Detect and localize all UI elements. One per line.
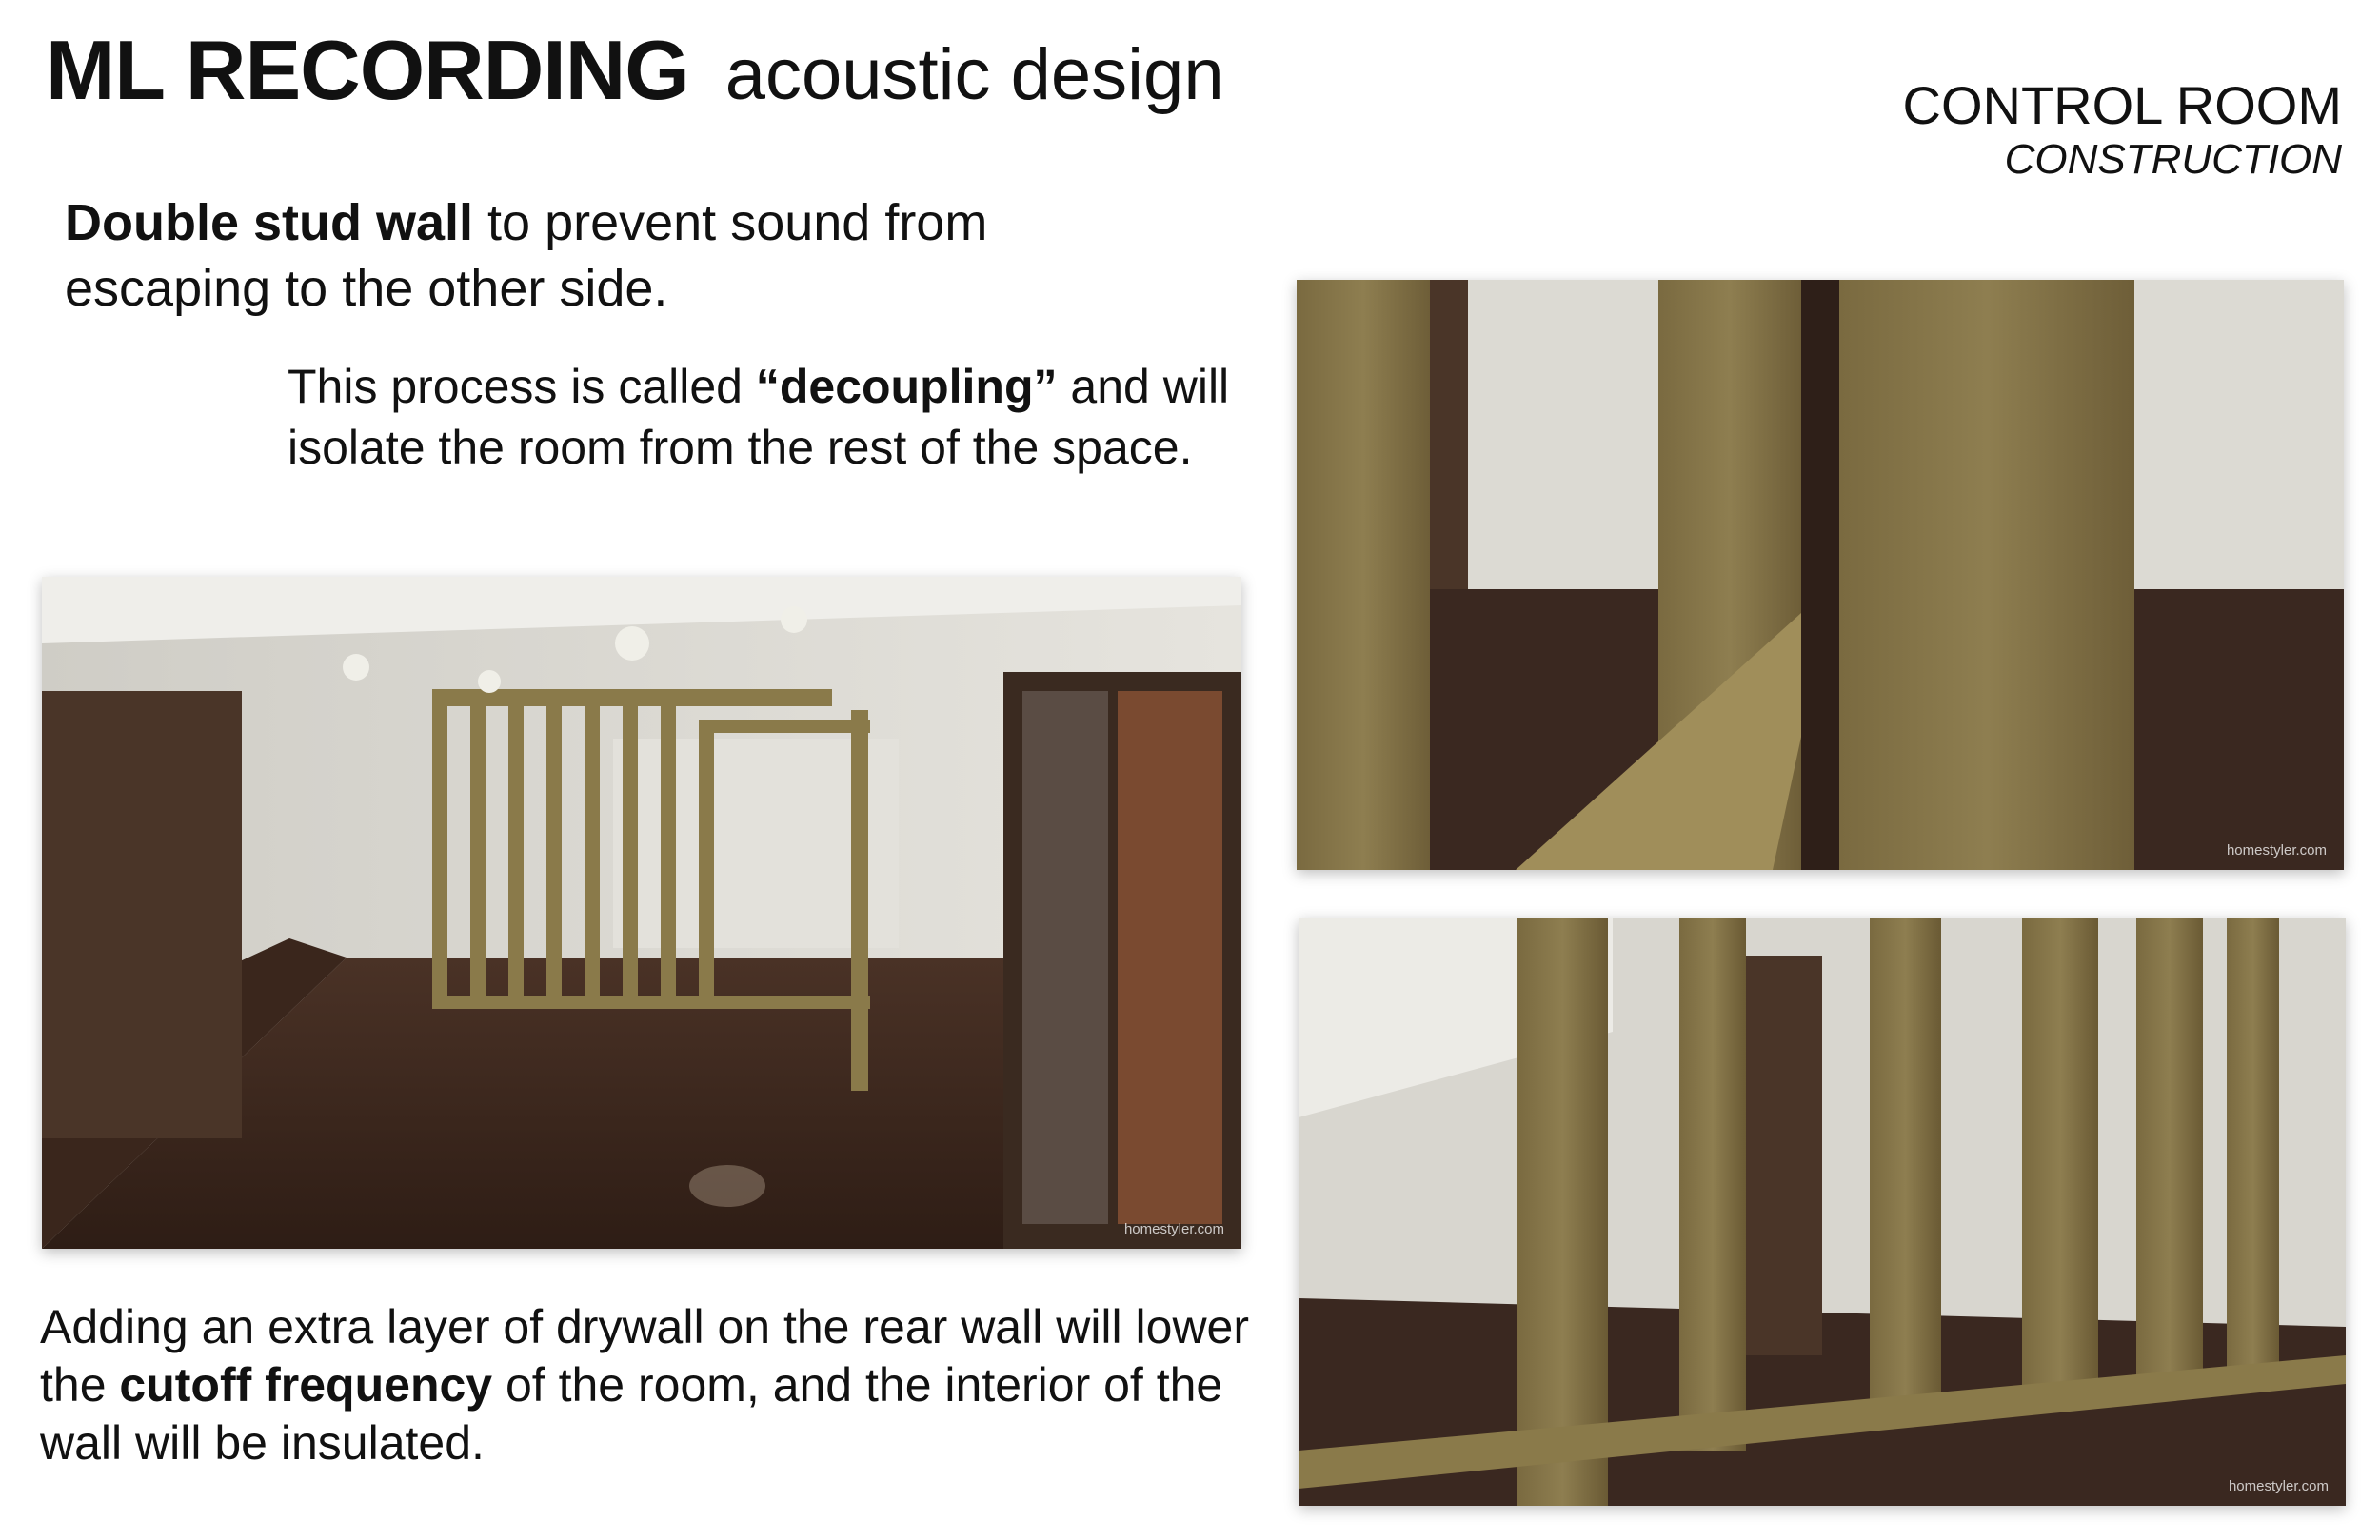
stud-row-image [1299, 918, 2346, 1506]
double-stud-image [1297, 280, 2344, 870]
watermark: homestyler.com [1123, 1221, 1224, 1237]
watermark: homestyler.com [2228, 1478, 2329, 1494]
drywall-post: of the room, and the interior of the wall will be insulated. [40, 1358, 1223, 1470]
intro-bold: Double stud wall [65, 194, 474, 251]
drywall-pre: Adding an extra layer of drywall on the rear wall will lower the [40, 1300, 1250, 1412]
render-room-framing [42, 577, 1241, 1249]
process-text [288, 356, 1259, 478]
intro-rest: to prevent sound from escaping to the other side. [65, 194, 988, 318]
room-framing-image [42, 577, 1241, 1249]
section-label [1902, 75, 2342, 183]
brand-title: ML RECORDING [46, 23, 689, 117]
section-title: CONTROL ROOM [1902, 75, 2342, 135]
process-bold: “decoupling” [755, 360, 1058, 413]
process-pre: This process is called [288, 360, 756, 413]
intro-text [65, 190, 1131, 322]
process-post: and will isolate the room from the rest of the space. [288, 360, 1230, 474]
drywall-text [40, 1298, 1278, 1472]
render-double-stud-closeup [1297, 280, 2344, 870]
section-subtitle: CONSTRUCTION [2004, 135, 2342, 183]
page-title [46, 23, 1224, 117]
render-stud-row [1299, 918, 2346, 1506]
watermark: homestyler.com [2226, 842, 2327, 859]
drywall-bold: cutoff frequency [119, 1358, 493, 1412]
brand-subtitle: acoustic design [724, 34, 1224, 115]
